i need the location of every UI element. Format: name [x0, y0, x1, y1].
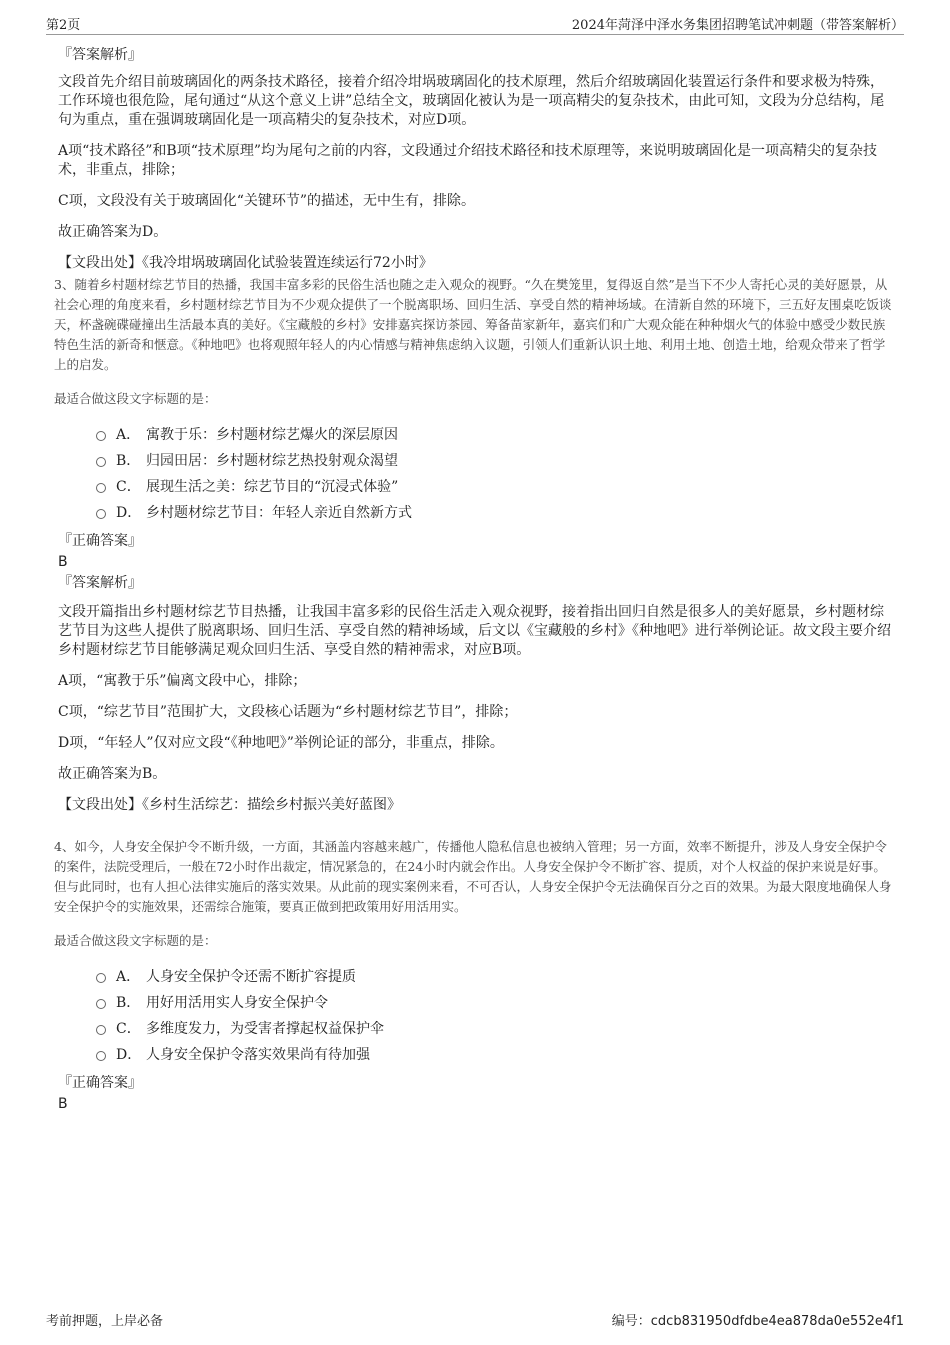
option-d[interactable] [96, 500, 894, 526]
option-text: 人身安全保护令落实效果尚有待加强 [146, 1047, 370, 1063]
option-a[interactable] [96, 964, 894, 990]
analysis-label: 『答案解析』 [58, 575, 142, 591]
option-key: C． [116, 479, 141, 495]
analysis-paragraph: A项“技术路径”和B项“技术原理”均为尾句之前的内容，文段通过介绍技术路径和技术原理等，来说明玻璃固化是一项高精尖的复杂技术，非重点，排除； [58, 143, 878, 178]
page-content [56, 46, 894, 1124]
document-id: 编号：cdcb831950dfdbe4ea878da0e552e4f1 [611, 1314, 904, 1329]
correct-answer: B [58, 554, 68, 570]
radio-icon[interactable] [96, 509, 106, 519]
footer-slogan: 考前押题，上岸必备 [46, 1314, 164, 1329]
option-text: 人身安全保护令还需不断扩容提质 [146, 969, 356, 985]
option-text: 归园田居：乡村题材综艺热投射观众渴望 [146, 453, 398, 469]
option-key: A． [116, 427, 141, 443]
analysis-conclusion: 故正确答案为D。 [58, 224, 168, 240]
radio-icon[interactable] [96, 431, 106, 441]
question-4-text: 4、如今，人身安全保护令不断升级，一方面，其涵盖内容越来越广，传播他人隐私信息也被纳入管理；另一方面，效率不断提升，涉及人身安全保护令的案件，法院受理后，一般在72小时作出裁定，情况紧急的，在24小时内就会作出。人身安全保护令不断扩容、提质，对个人权益的保护来说是好事。但与此同时，也有人担心法律实施后的落实效果。从此前的现实案例来看，不可否认，人身安全保护令无法确保百分之百的效果。为最大限度地确保人身安全保护令的实施效果，还需综合施策，要真正做到把政策用好用活用实。 [54, 839, 892, 914]
option-text: 寓教于乐：乡村题材综艺爆火的深层原因 [146, 427, 398, 443]
option-a[interactable] [96, 422, 894, 448]
question-3-options [96, 422, 894, 526]
option-c[interactable] [96, 474, 894, 500]
passage-source: 【文段出处】《乡村生活综艺：描绘乡村振兴美好蓝图》 [58, 797, 401, 813]
option-key: C． [116, 1021, 141, 1037]
radio-icon[interactable] [96, 483, 106, 493]
radio-icon[interactable] [96, 457, 106, 467]
option-c[interactable] [96, 1016, 894, 1042]
option-key: B． [116, 995, 141, 1011]
passage-source: 【文段出处】《我冷坩埚玻璃固化试验装置连续运行72小时》 [58, 255, 433, 271]
option-key: D． [116, 1047, 142, 1063]
analysis-paragraph: C项，“综艺节目”范围扩大，文段核心话题为“乡村题材综艺节目”，排除； [58, 704, 518, 720]
answer-label: 『正确答案』 [58, 1075, 142, 1091]
option-text: 多维度发力，为受害者撑起权益保护伞 [146, 1021, 384, 1037]
question-3-text: 3、随着乡村题材综艺节目的热播，我国丰富多彩的民俗生活也随之走入观众的视野。“久在樊笼里，复得返自然”是当下不少人寄托心灵的美好愿景，从社会心理的角度来看，乡村题材综艺节目为不少观众提供了一个脱离职场、回归生活、享受自然的精神场域。在清新自然的环境下，三五好友围桌吃饭谈天，杯盏碗碟碰撞出生活最本真的美好。《宝藏般的乡村》安排嘉宾探访茶园、筹备苗家新年，嘉宾们和广大观众能在种种烟火气的体验中感受少数民族特色生活的新奇和惬意。《种地吧》也将观照年轻人的内心情感与精神焦虑纳入议题，引领人们重新认识土地、利用土地、创造土地，给观众带来了哲学上的启发。 [54, 277, 892, 372]
question-4-prompt: 最适合做这段文字标题的是： [54, 933, 217, 948]
question-3-prompt: 最适合做这段文字标题的是： [54, 391, 217, 406]
option-key: D． [116, 505, 142, 521]
option-key: A． [116, 969, 141, 985]
option-b[interactable] [96, 448, 894, 474]
analysis-paragraph: C项，文段没有关于玻璃固化“关键环节”的描述，无中生有，排除。 [58, 193, 476, 209]
page-number: 第2页 [46, 18, 81, 33]
option-b[interactable] [96, 990, 894, 1016]
analysis-label: 『答案解析』 [58, 47, 142, 63]
document-title: 2024年菏泽中泽水务集团招聘笔试冲刺题（带答案解析） [571, 18, 904, 33]
answer-label: 『正确答案』 [58, 533, 142, 549]
radio-icon[interactable] [96, 973, 106, 983]
radio-icon[interactable] [96, 1025, 106, 1035]
question-4-options [96, 964, 894, 1068]
correct-answer: B [58, 1096, 68, 1112]
option-text: 用好用活用实人身安全保护令 [146, 995, 328, 1011]
analysis-paragraph: A项，“寓教于乐”偏离文段中心，排除； [58, 673, 307, 689]
analysis-paragraph: 文段首先介绍目前玻璃固化的两条技术路径，接着介绍冷坩埚玻璃固化的技术原理，然后介绍玻璃固化装置运行条件和要求极为特殊，工作环境也很危险，尾句通过“从这个意义上讲”总结全文，玻璃固化被认为是一项高精尖的复杂技术，由此可知，文段为分总结构，尾句为重点，重在强调玻璃固化是一项高精尖的复杂技术，对应D项。 [58, 74, 885, 128]
radio-icon[interactable] [96, 1051, 106, 1061]
option-key: B． [116, 453, 141, 469]
page-header [46, 14, 904, 35]
option-d[interactable] [96, 1042, 894, 1068]
radio-icon[interactable] [96, 999, 106, 1009]
option-text: 展现生活之美：综艺节目的“沉浸式体验” [146, 479, 399, 495]
analysis-paragraph: 文段开篇指出乡村题材综艺节目热播，让我国丰富多彩的民俗生活走入观众视野，接着指出回归自然是很多人的美好愿景，乡村题材综艺节目为这些人提供了脱离职场、回归生活、享受自然的精神场域，后文以《宝藏般的乡村》《种地吧》进行举例论证。故文段主要介绍乡村题材综艺节目能够满足观众回归生活、享受自然的精神需求，对应B项。 [58, 604, 891, 658]
analysis-paragraph: D项，“年轻人”仅对应文段“《种地吧》”举例论证的部分，非重点，排除。 [58, 735, 504, 751]
analysis-conclusion: 故正确答案为B。 [58, 766, 167, 782]
option-text: 乡村题材综艺节目：年轻人亲近自然新方式 [146, 505, 412, 521]
